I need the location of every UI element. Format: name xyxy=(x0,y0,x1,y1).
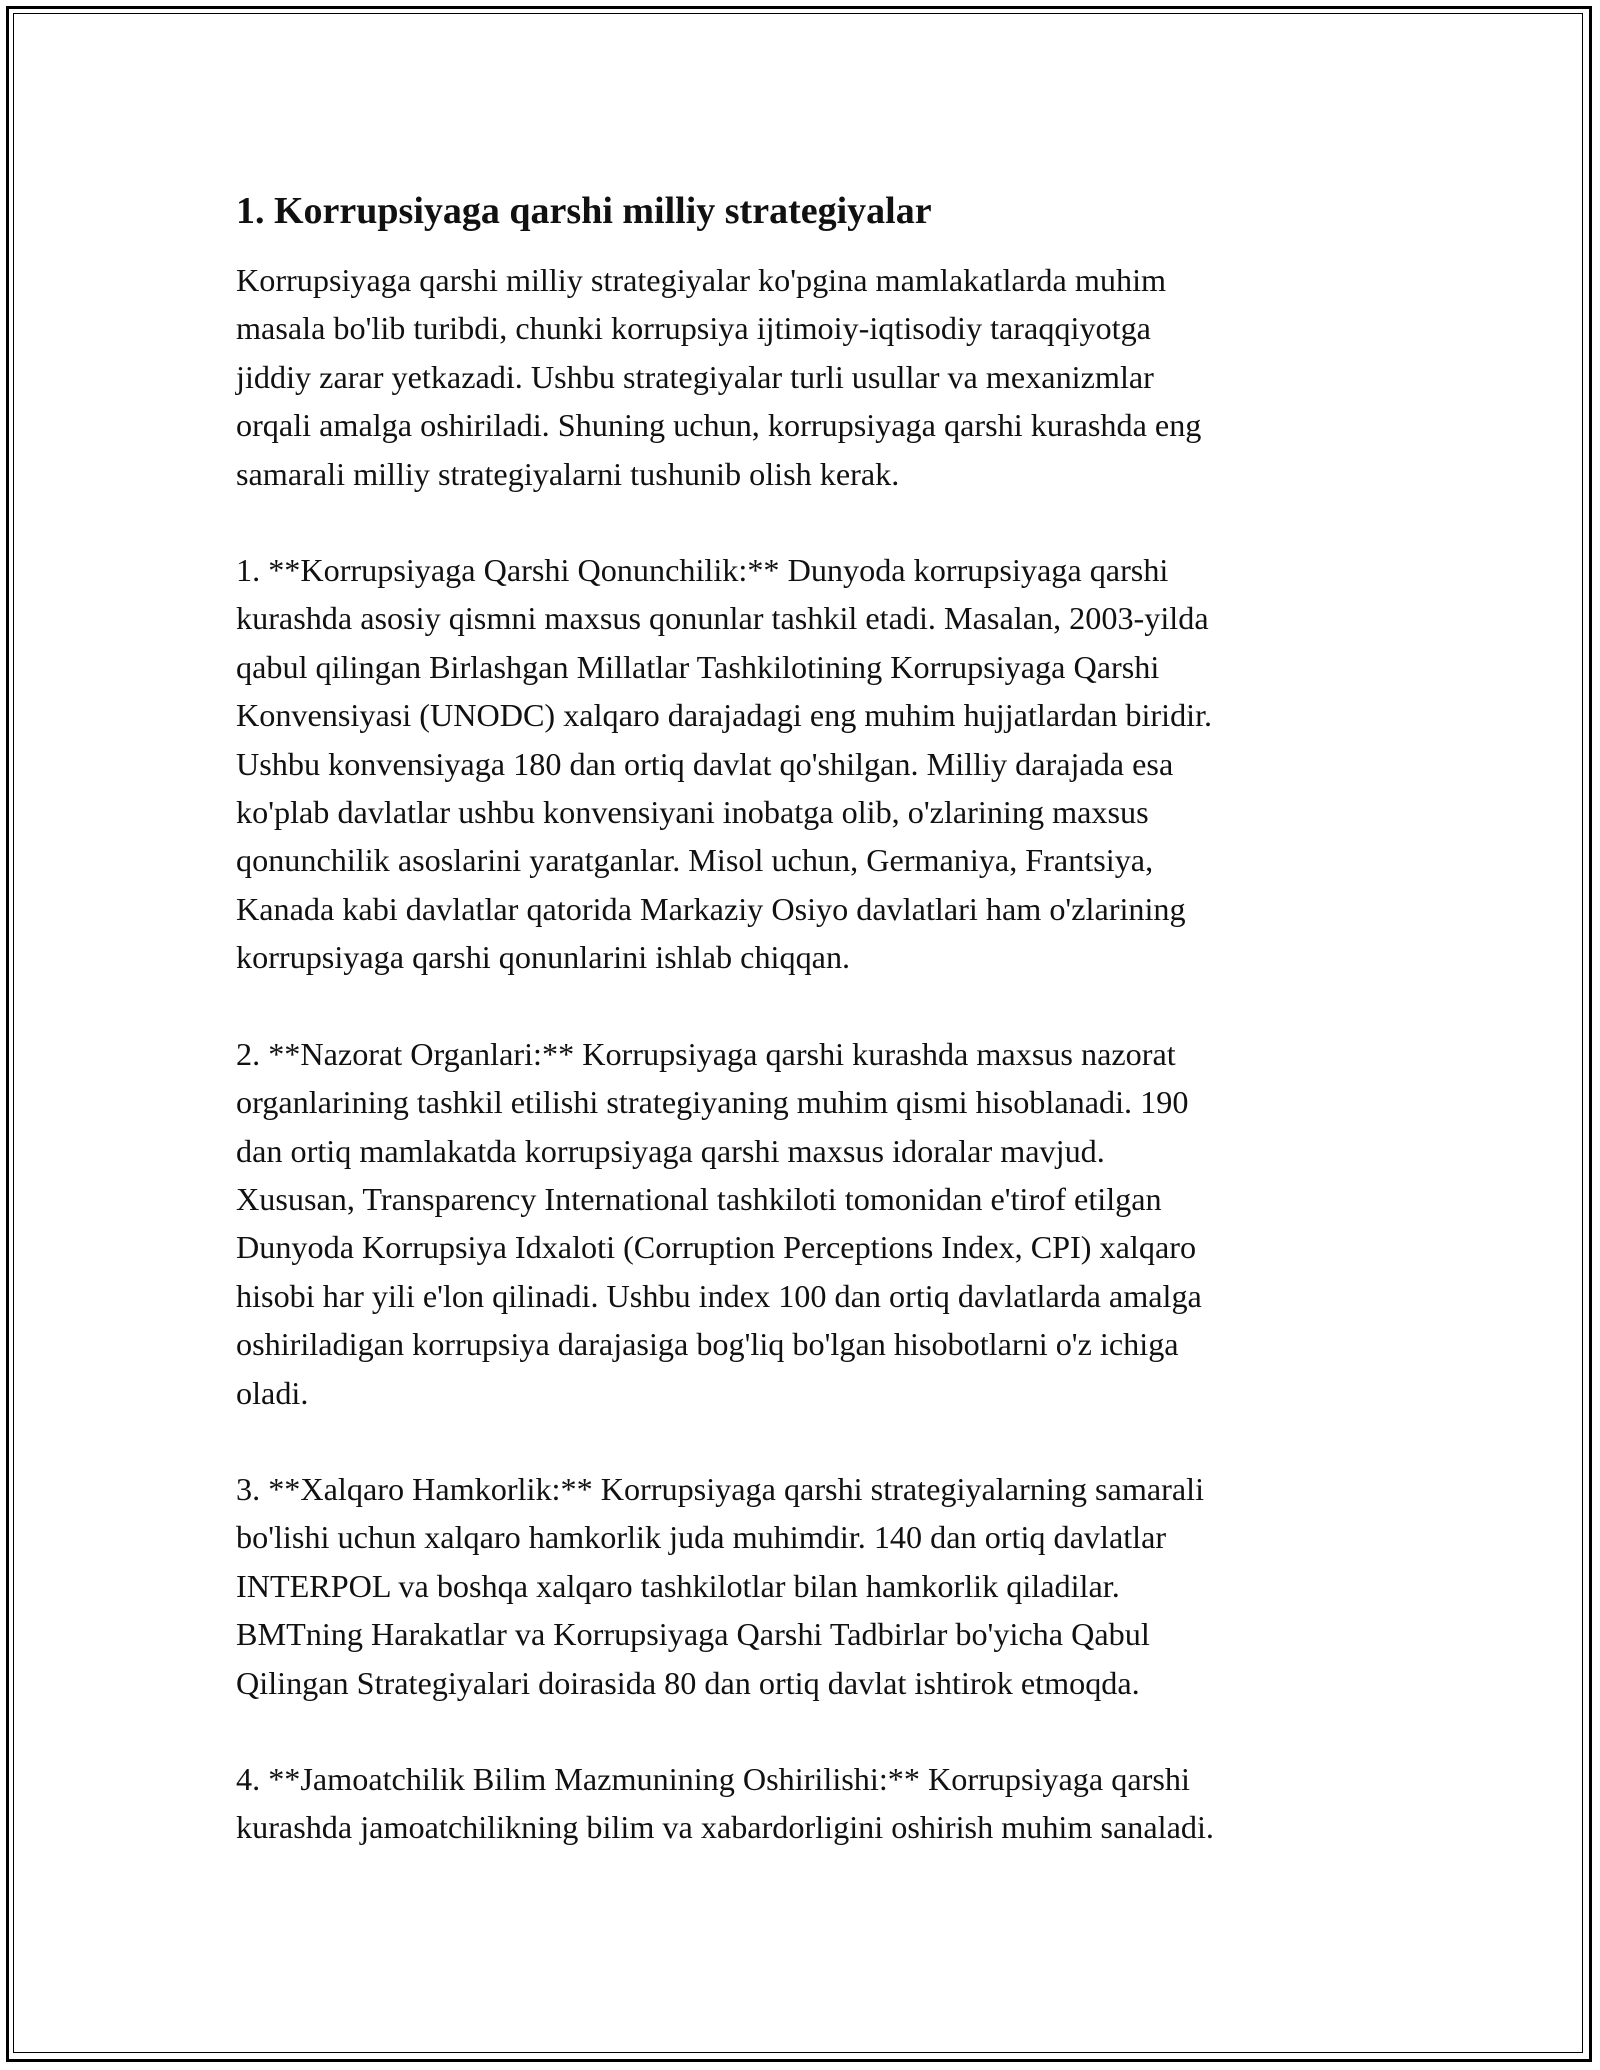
paragraph-oversight-bodies: 2. **Nazorat Organlari:** Korrupsiyaga qarshi kurashda maxsus nazorat organlarining tashkil etilishi strategiyaning muhim qismi hisoblanadi. 190 dan ortiq mamlakatda korrupsiyaga qarshi maxsus idoralar mavjud. Xususan, Transparency International tashkiloti tomonidan e'tirof etilgan Dunyoda Korrupsiya Idxaloti (Corruption Perceptions Index, CPI) xalqaro hisobi har yili e'lon qilinadi. Ushbu index 100 dan ortiq davlatlarda amalga oshiriladigan korrupsiya darajasiga bog'liq bo'lgan hisobotlarni o'z ichiga oladi. xyxy=(236,1035,1202,1411)
intro-paragraph: Korrupsiyaga qarshi milliy strategiyalar ko'pgina mamlakatlarda muhim masala bo'lib turibdi, chunki korrupsiya ijtimoiy-iqtisodiy taraqqiyotga jiddiy zarar yetkazadi. Ushbu strategiyalar turli usullar va mexanizmlar orqali amalga oshiriladi. Shuning uchun, korrupsiyaga qarshi kurashda eng samarali milliy strategiyalarni tushunib olish kerak. xyxy=(236,262,1202,492)
paragraph-public-awareness: 4. **Jamoatchilik Bilim Mazmunining Oshirilishi:** Korrupsiyaga qarshi kurashda jamoatchilikning bilim va xabardorligini oshirish muhim sanaladi. xyxy=(236,1760,1214,1846)
section-heading: 1. Korrupsiyaga qarshi milliy strategiyalar xyxy=(236,190,932,232)
paragraph-international-cooperation: 3. **Xalqaro Hamkorlik:** Korrupsiyaga qarshi strategiyalarning samarali bo'lishi uchun xalqaro hamkorlik juda muhimdir. 140 dan ortiq davlatlar INTERPOL va boshqa xalqaro tashkilotlar bilan hamkorlik qiladilar. BMTning Harakatlar va Korrupsiyaga Qarshi Tadbirlar bo'yicha Qabul Qilingan Strategiyalari doirasida 80 dan ortiq davlat ishtirok etmoqda. xyxy=(236,1470,1205,1701)
document-body xyxy=(236,186,1386,1900)
paragraph-legislation: 1. **Korrupsiyaga Qarshi Qonunchilik:** Dunyoda korrupsiyaga qarshi kurashda asosiy qismni maxsus qonunlar tashkil etadi. Masalan, 2003-yilda qabul qilingan Birlashgan Millatlar Tashkilotining Korrupsiyaga Qarshi Konvensiyasi (UNODC) xalqaro darajadagi eng muhim hujjatlardan biridir. Ushbu konvensiyaga 180 dan ortiq davlat qo'shilgan. Milliy darajada esa ko'plab davlatlar ushbu konvensiyani inobatga olib, o'zlarining maxsus qonunchilik asoslarini yaratganlar. Misol uchun, Germaniya, Frantsiya, Kanada kabi davlatlar qatorida Markaziy Osiyo davlatlari ham o'zlarining korrupsiyaga qarshi qonunlarini ishlab chiqqan. xyxy=(236,552,1213,976)
